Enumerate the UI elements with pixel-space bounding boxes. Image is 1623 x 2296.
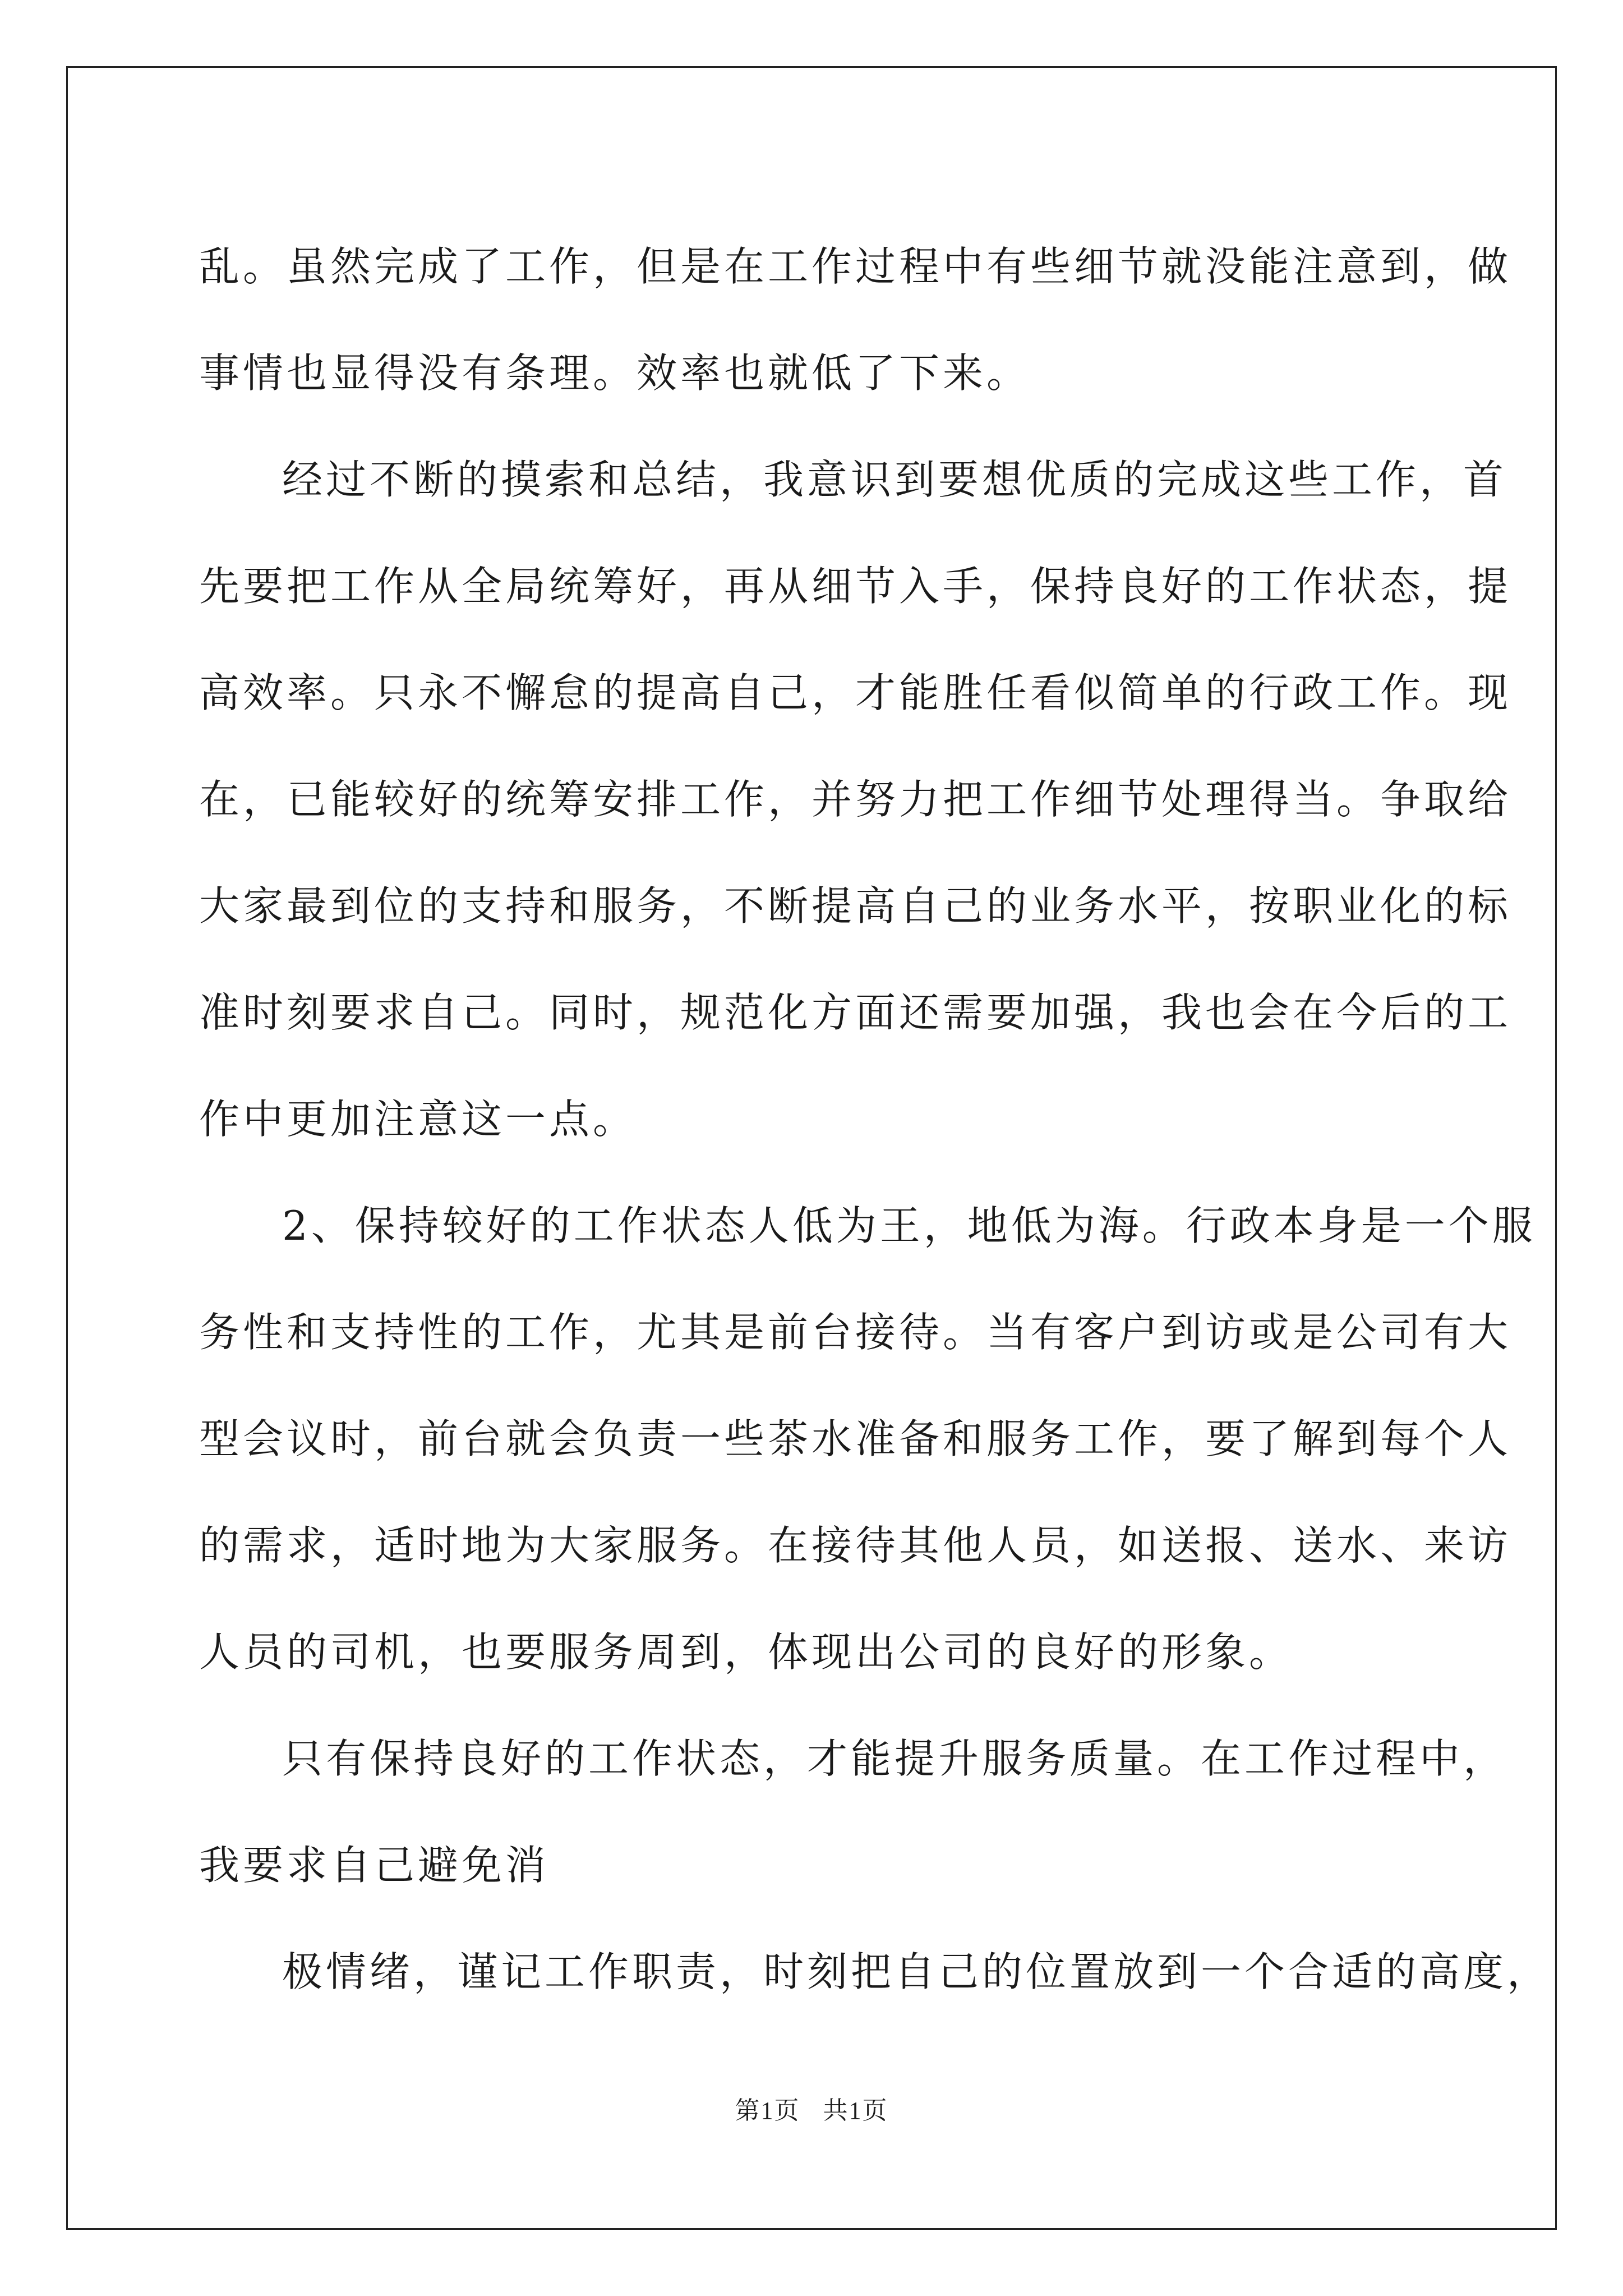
text-line: 乱。虽然完成了工作，但是在工作过程中有些细节就没能注意到，做	[199, 243, 1512, 290]
text-line: 的需求，适时地为大家服务。在接待其他人员，如送报、送水、来访	[199, 1522, 1512, 1569]
text-line: 人员的司机，也要服务周到，体现出公司的良好的形象。	[199, 1628, 1293, 1676]
text-line: 在，已能较好的统筹安排工作，并努力把工作细节处理得当。争取给	[199, 776, 1512, 823]
page-total: 共1页	[823, 2097, 888, 2124]
document-body	[199, 213, 1551, 2025]
text-line: 我要求自己避免消	[199, 1842, 550, 1889]
text-line: 准时刻要求自己。同时，规范化方面还需要加强，我也会在今后的工	[199, 989, 1512, 1036]
text-line: 型会议时，前台就会负责一些茶水准备和服务工作，要了解到每个人	[199, 1415, 1512, 1462]
page-number: 第1页	[735, 2097, 800, 2124]
page-footer	[0, 2090, 1623, 2126]
text-line: 事情也显得没有条理。效率也就低了下来。	[199, 349, 1031, 397]
text-line: 2、保持较好的工作状态人低为王，地低为海。行政本身是一个服	[282, 1202, 1536, 1249]
text-line: 极情绪，谨记工作职责，时刻把自己的位置放到一个合适的高度，	[282, 1948, 1551, 1995]
text-line: 作中更加注意这一点。	[199, 1096, 637, 1143]
text-line: 大家最到位的支持和服务，不断提高自己的业务水平，按职业化的标	[199, 882, 1512, 930]
text-line: 只有保持良好的工作状态，才能提升服务质量。在工作过程中，	[282, 1735, 1507, 1782]
text-line: 务性和支持性的工作，尤其是前台接待。当有客户到访或是公司有大	[199, 1309, 1512, 1356]
text-line: 先要把工作从全局统筹好，再从细节入手，保持良好的工作状态，提	[199, 563, 1512, 610]
text-line: 高效率。只永不懈怠的提高自己，才能胜任看似简单的行政工作。现	[199, 669, 1512, 716]
text-line: 经过不断的摸索和总结，我意识到要想优质的完成这些工作，首	[282, 456, 1507, 503]
